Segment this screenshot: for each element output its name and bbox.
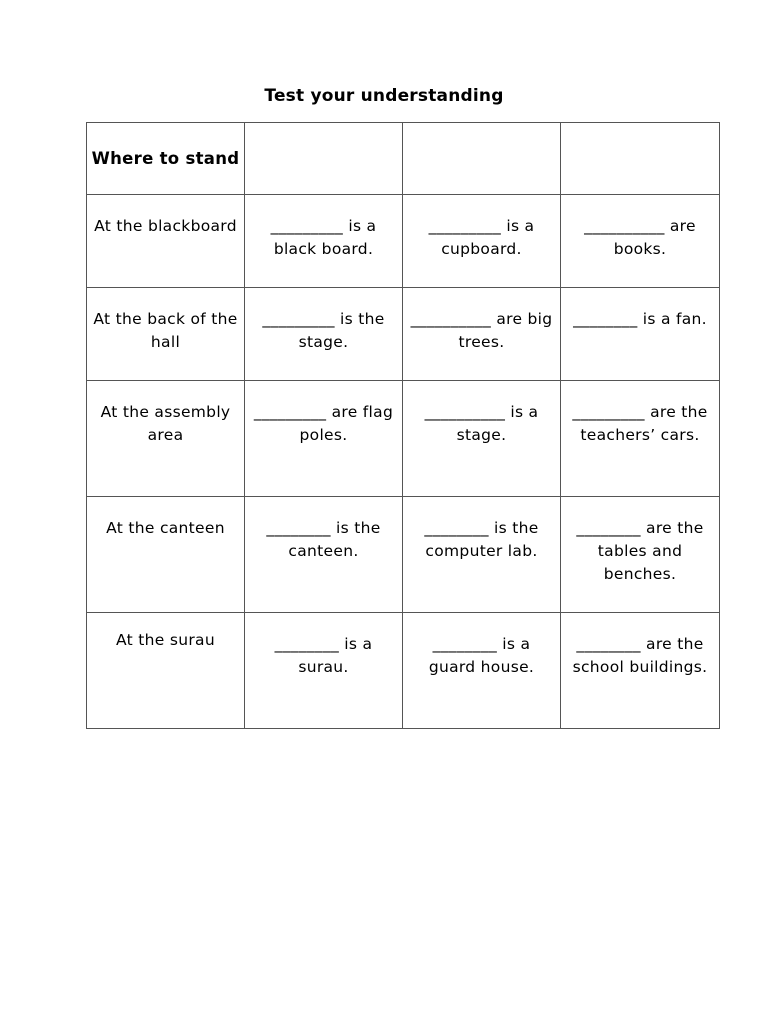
place-text: At the assembly area (100, 403, 231, 444)
sentence-cell (245, 381, 403, 497)
table-row (87, 381, 720, 497)
sentence-text: ________ is the canteen. (266, 519, 381, 560)
place-text: At the back of the hall (93, 310, 238, 351)
place-text: At the surau (116, 631, 215, 649)
sentence-text: __________ are books. (584, 217, 696, 258)
sentence-text: _________ are flag poles. (253, 403, 394, 444)
sentence-text: __________ is a stage. (424, 403, 539, 444)
place-cell (87, 497, 245, 613)
sentence-text: _________ is a black board. (270, 217, 377, 258)
sentence-text: _________ are the teachers’ cars. (572, 403, 708, 444)
sentence-cell (245, 288, 403, 381)
sentence-cell (561, 613, 720, 729)
sentence-text: _________ is a cupboard. (428, 217, 535, 258)
table-row (87, 195, 720, 288)
sentence-cell (561, 381, 720, 497)
sentence-text: ________ is a guard house. (428, 635, 535, 676)
sentence-cell (403, 195, 561, 288)
sentence-text: ________ is a surau. (274, 635, 373, 676)
header-where-to-stand-text: Where to stand (91, 149, 240, 168)
sentence-cell (245, 195, 403, 288)
place-cell (87, 195, 245, 288)
sentence-cell (561, 195, 720, 288)
table-row (87, 613, 720, 729)
header-cell-empty-1 (245, 123, 403, 195)
table-row (87, 497, 720, 613)
table-row (87, 288, 720, 381)
sentence-text: ________ are the school buildings. (572, 635, 708, 676)
sentence-text: ________ is the computer lab. (424, 519, 539, 560)
worksheet-table (86, 122, 720, 729)
sentence-text: ________ is a fan. (573, 310, 707, 328)
place-cell (87, 381, 245, 497)
place-text: At the blackboard (94, 217, 237, 235)
sentence-cell (245, 613, 403, 729)
sentence-text: _________ is the stage. (262, 310, 385, 351)
sentence-cell (403, 497, 561, 613)
place-cell (87, 288, 245, 381)
sentence-cell (403, 288, 561, 381)
place-cell (87, 613, 245, 729)
worksheet-title: Test your understanding (264, 86, 504, 106)
place-text: At the canteen (106, 519, 225, 537)
header-cell-empty-2 (403, 123, 561, 195)
sentence-cell (403, 381, 561, 497)
sentence-text: ________ are the tables and benches. (576, 519, 704, 583)
sentence-cell (561, 497, 720, 613)
header-cell-empty-3 (561, 123, 720, 195)
header-cell-where-to-stand (87, 123, 245, 195)
sentence-cell (403, 613, 561, 729)
sentence-cell (245, 497, 403, 613)
table-header-row (87, 123, 720, 195)
sentence-cell (561, 288, 720, 381)
sentence-text: __________ are big trees. (410, 310, 553, 351)
